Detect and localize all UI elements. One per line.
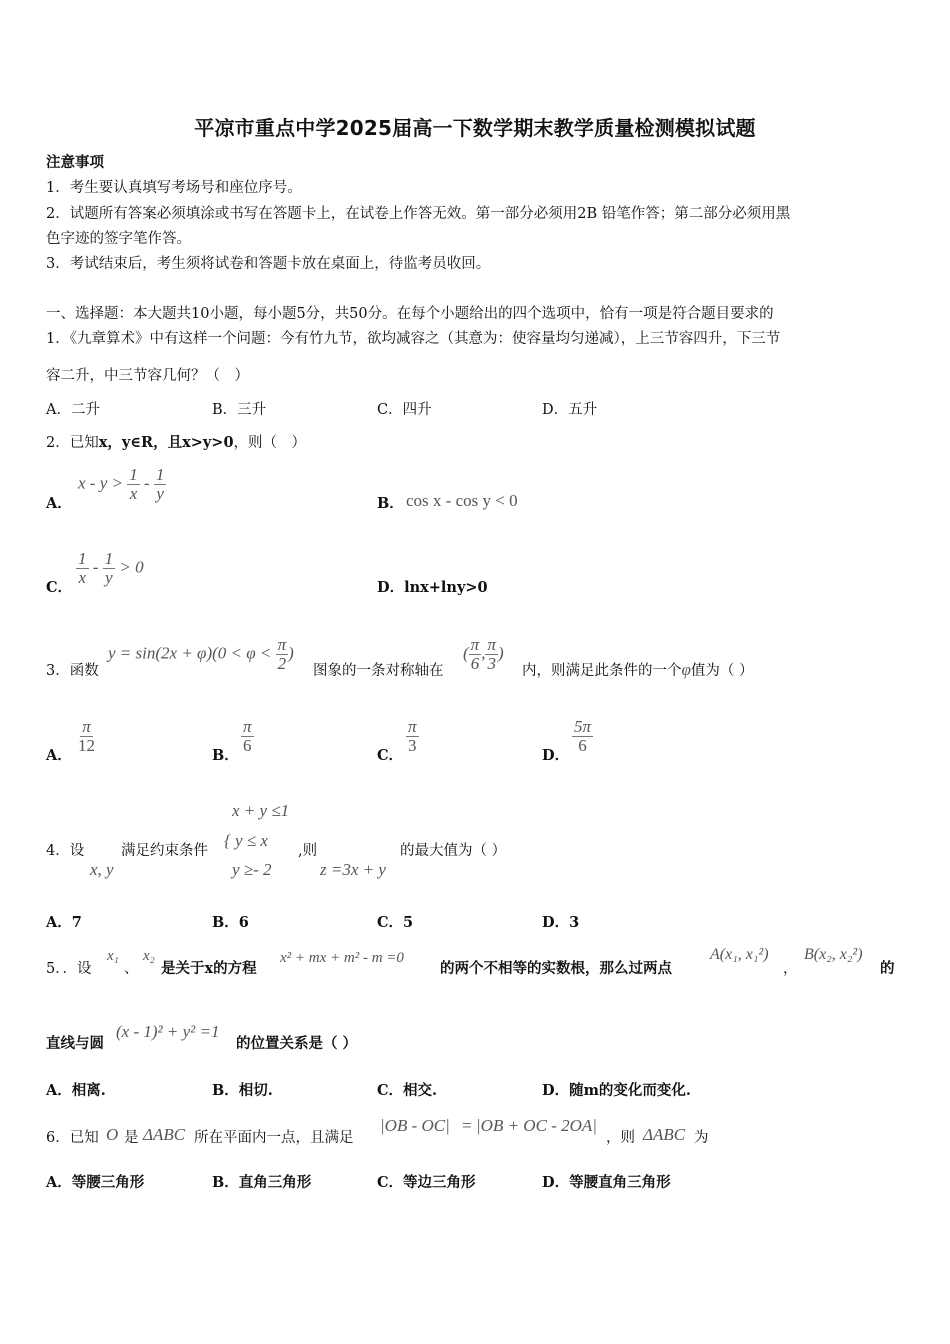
denominator: 3 — [408, 735, 417, 755]
q2-stem-vars: x，y∈R，且x>y>0 — [98, 434, 234, 451]
q6-point-o: O — [106, 1125, 119, 1144]
q2-a-frac1 — [127, 466, 140, 503]
q4-cond-label: 满足约束条件 — [121, 843, 208, 859]
q4-option-c: C．5 — [377, 914, 414, 931]
q4-suffix: 的最大值为（ ） — [400, 843, 507, 859]
q2-option-d — [377, 576, 488, 597]
notice-item: 色字迹的签字笔作答。 — [46, 231, 191, 247]
q1-option-a: A．二升 — [46, 402, 100, 418]
denominator: x — [129, 483, 138, 503]
q6-lhs: |OB - OC| — [380, 1116, 450, 1135]
q1-stem-line2: 容二升，中三节容几何？（ ） — [46, 368, 249, 384]
q6-mid: 所在平面内一点，且满足 — [194, 1130, 354, 1146]
q3-prefix: 3．函数 — [46, 663, 99, 679]
denominator: 3 — [487, 653, 496, 673]
q4-then: ,则 — [298, 843, 318, 859]
q4-option-d: D．3 — [542, 914, 580, 931]
q5-option-c: C．相交. — [377, 1082, 438, 1099]
numerator: π — [277, 635, 287, 654]
q4-constraint-3: y ≥- 2 — [232, 860, 272, 879]
numerator: π — [82, 717, 91, 736]
q3-close-paren: ) — [497, 643, 504, 663]
q4-option-b: B．6 — [212, 914, 249, 931]
q3-c-frac — [406, 718, 419, 755]
q6-wei: 为 — [694, 1130, 709, 1146]
q5-point-b: B(x₂, x₂²) — [804, 946, 863, 963]
q5-option-b: B．相切. — [212, 1082, 273, 1099]
q4-constraint-1: x + y ≤1 — [232, 801, 290, 820]
q3-label-a: A． — [46, 747, 72, 764]
q2-a-lhs: x - y > — [78, 473, 123, 493]
numerator: 1 — [104, 549, 114, 568]
q1-option-d: D．五升 — [542, 402, 598, 418]
q6-triangle-2: ΔABC — [643, 1125, 686, 1144]
q5-line2-prefix: 直线与圆 — [46, 1035, 104, 1052]
q3-option-d — [572, 718, 593, 755]
notice-item: 1．考生要认真填写考场号和座位序号。 — [46, 180, 302, 196]
q4-vars: x, y — [90, 860, 114, 879]
q3-func-text: y = sin(2x + φ)(0 < φ < — [108, 643, 272, 663]
q2-option-b-expr: cos x - cos y < 0 — [406, 491, 518, 510]
q5-circle-eq: (x - 1)² + y² =1 — [116, 1022, 220, 1041]
q5-equation: x² + mx + m² - m =0 — [280, 950, 404, 966]
q2-option-c-expr — [76, 550, 144, 587]
q6-rhs: |OB + OC - 2OA| — [476, 1116, 597, 1135]
section-heading: 一、选择题：本大题共10小题，每小题5分，共50分。在每个小题给出的四个选项中，恰有一项是符合题目要求的 — [46, 306, 774, 322]
q3-int-frac2 — [485, 636, 498, 673]
q3-open-paren: ( — [463, 643, 469, 663]
notice-item: 3．考试结束后，考生须将试卷和答题卡放在桌面上，待监考员收回。 — [46, 256, 491, 272]
q3-mid: 图象的一条对称轴在 — [313, 663, 444, 679]
q5-prefix: 5．．设 — [46, 961, 92, 977]
numerator: π — [487, 635, 496, 654]
q6-prefix: 6．已知 — [46, 1130, 99, 1146]
notice-heading: 注意事项 — [46, 154, 104, 171]
q1-option-c: C．四升 — [377, 402, 432, 418]
q6-equals: = — [462, 1116, 472, 1135]
page-title: 平凉市重点中学2025届高一下数学期末教学质量检测模拟试题 — [194, 116, 756, 140]
q3-comma: , — [481, 643, 486, 663]
numerator: 5π — [574, 717, 592, 736]
numerator: π — [243, 717, 252, 736]
q5-x1: x₁ — [107, 948, 119, 964]
numerator: 1 — [78, 549, 87, 568]
q5-mid2: 的两个不相等的实数根，那么过两点 — [440, 960, 672, 977]
q5-mid1: 是关于x的方程 — [161, 960, 257, 977]
q2-label-c: C． — [46, 579, 73, 596]
denominator: 6 — [470, 653, 480, 673]
denominator: 6 — [578, 735, 587, 755]
q3-phi: φ — [681, 660, 691, 679]
q2-stem-suffix: ，则（ ） — [233, 435, 307, 451]
denominator: 6 — [243, 735, 252, 755]
q3-label-d: D． — [542, 747, 570, 764]
numerator: π — [470, 635, 480, 654]
q1-option-b: B．三升 — [212, 402, 267, 418]
q3-suffix-a: 内，则满足此条件的一个 — [522, 663, 682, 679]
q2-stem-prefix: 2．已知 — [46, 435, 99, 451]
q5-comma: ， — [783, 961, 798, 977]
numerator: 1 — [129, 465, 138, 484]
q4-option-a: A．7 — [46, 914, 82, 931]
q3-a-frac — [76, 718, 97, 755]
q3-suffix-b: 值为（ ） — [690, 663, 754, 679]
q3-option-c — [406, 718, 419, 755]
q3-label-b: B． — [212, 747, 239, 764]
q3-b-frac — [241, 718, 254, 755]
denominator: y — [156, 483, 164, 503]
q2-label-b: B． — [377, 495, 404, 512]
q2-c-frac1 — [76, 550, 89, 587]
q3-option-a — [76, 718, 97, 755]
q5-option-d: D．随m的变化而变化. — [542, 1082, 691, 1099]
q2-c-rhs: > 0 — [119, 557, 144, 577]
q6-option-a: A．等腰三角形 — [46, 1174, 145, 1191]
q3-int-frac1 — [469, 636, 482, 673]
q3-label-c: C． — [377, 747, 404, 764]
q3-option-b — [241, 718, 254, 755]
q2-a-minus: - — [143, 473, 150, 493]
q6-option-d: D．等腰直角三角形 — [542, 1174, 671, 1191]
q3-interval — [463, 636, 504, 673]
q4-constraint-2: { y ≤ x — [224, 831, 268, 850]
q6-option-c: C．等边三角形 — [377, 1174, 476, 1191]
denominator: y — [105, 567, 113, 587]
q5-de: 的 — [880, 960, 895, 977]
q5-x2: x₂ — [143, 948, 155, 964]
q2-a-frac2 — [154, 466, 167, 503]
q5-option-a: A．相离. — [46, 1082, 106, 1099]
q2-c-minus: - — [92, 557, 99, 577]
numerator: 1 — [155, 465, 165, 484]
q5-sep: 、 — [124, 961, 139, 977]
q2-option-d-expr: lnx+lny>0 — [404, 579, 488, 596]
q2-option-a-expr — [78, 466, 166, 503]
q6-is: 是 — [124, 1130, 139, 1146]
q6-triangle: ΔABC — [143, 1125, 186, 1144]
q5-line2-suffix: 的位置关系是（ ） — [236, 1035, 358, 1052]
numerator: π — [408, 717, 417, 736]
q3-function — [108, 636, 294, 673]
q2-label-a: A． — [46, 495, 72, 512]
denominator: 2 — [277, 653, 287, 673]
q3-func-frac — [276, 636, 289, 673]
q6-then: ，则 — [606, 1130, 635, 1146]
q1-stem-line1: 1．《九章算术》中有这样一个问题：今有竹九节，欲均减容之（其意为：使容量均匀递减），上三节容四升，下三节 — [46, 331, 781, 347]
q5-point-a: A(x₁, x₁²) — [710, 946, 769, 963]
q3-suffix — [522, 659, 754, 680]
denominator: x — [78, 567, 87, 587]
q6-option-b: B．直角三角形 — [212, 1174, 312, 1191]
notice-item: 2．试题所有答案必须填涂或书写在答题卡上，在试卷上作答无效。第一部分必须用2B 铅笔作答；第二部分必须用黑 — [46, 206, 791, 222]
q4-objective: z =3x + y — [320, 860, 386, 879]
q3-func-close: ) — [288, 643, 294, 663]
q2-stem — [46, 431, 306, 452]
q2-label-d: D． — [377, 579, 405, 596]
q3-d-frac — [572, 718, 593, 755]
q4-prefix: 4．设 — [46, 843, 85, 859]
denominator: 12 — [78, 735, 95, 755]
q2-c-frac2 — [103, 550, 116, 587]
